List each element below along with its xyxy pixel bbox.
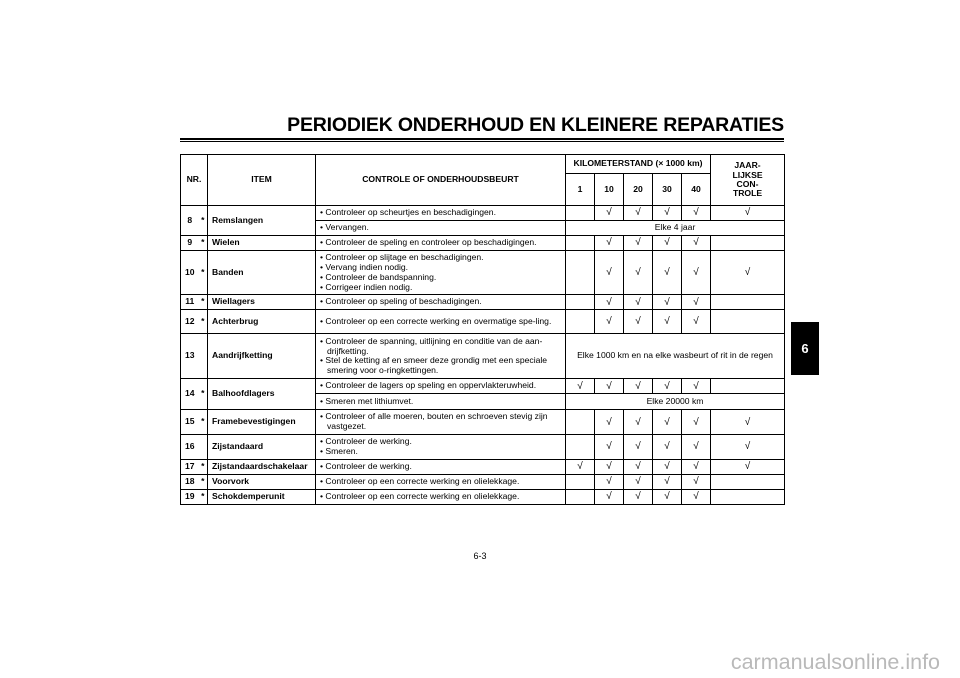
control-text: Smeren met lithiumvet. — [325, 395, 414, 406]
table-row — [181, 489, 785, 504]
row-item: Schokdemperunit — [208, 489, 316, 504]
check-mark: √ — [653, 410, 682, 435]
empty-cell — [566, 310, 595, 334]
header-km-30: 30 — [653, 174, 682, 206]
row-star: * — [199, 379, 208, 410]
bullet-icon: • — [320, 271, 326, 282]
check-mark: √ — [624, 489, 653, 504]
check-mark: √ — [595, 250, 624, 295]
row-control — [316, 489, 566, 504]
empty-cell — [711, 235, 785, 250]
check-mark: √ — [624, 250, 653, 295]
row-control — [316, 295, 566, 310]
bullet-icon: • — [320, 236, 326, 247]
page-number: 6-3 — [473, 551, 487, 561]
row-item: Zijstandaardschakelaar — [208, 459, 316, 474]
control-line — [320, 283, 561, 293]
check-mark: √ — [682, 235, 711, 250]
check-mark: √ — [624, 235, 653, 250]
check-mark: √ — [682, 459, 711, 474]
row-control — [316, 310, 566, 334]
control-text: Smeren. — [325, 446, 358, 456]
table-row — [181, 206, 785, 221]
check-mark: √ — [595, 310, 624, 334]
row-star: * — [199, 474, 208, 489]
bullet-icon: • — [320, 411, 326, 422]
check-mark: √ — [682, 379, 711, 394]
header-km-1: 1 — [566, 174, 595, 206]
table-row — [181, 379, 785, 394]
row-control — [316, 435, 566, 460]
empty-cell — [711, 310, 785, 334]
header-item: ITEM — [208, 155, 316, 206]
control-line — [320, 297, 561, 307]
check-mark: √ — [595, 295, 624, 310]
empty-cell — [711, 379, 785, 394]
interval-span: Elke 1000 km en na elke wasbeurt of rit in de regen — [566, 334, 785, 379]
control-text: Controleer of alle moeren, bouten en schroeven stevig zijn vastgezet. — [325, 411, 548, 432]
check-mark: √ — [595, 410, 624, 435]
empty-cell — [711, 489, 785, 504]
bullet-icon: • — [320, 475, 326, 486]
empty-cell — [566, 235, 595, 250]
control-text: Corrigeer indien nodig. — [325, 281, 413, 292]
check-mark: √ — [682, 474, 711, 489]
control-line — [320, 492, 561, 502]
check-mark: √ — [653, 206, 682, 221]
row-nr: 11 — [181, 295, 199, 310]
check-mark: √ — [624, 410, 653, 435]
row-item: Aandrijfketting — [208, 334, 316, 379]
check-mark: √ — [624, 206, 653, 221]
control-text: Stel de ketting af en smeer deze grondig met een speciale smering voor o-ringkettingen. — [325, 355, 548, 376]
chapter-tab: 6 — [791, 322, 819, 375]
check-mark: √ — [624, 379, 653, 394]
bullet-icon: • — [320, 395, 326, 406]
row-nr: 8 — [181, 206, 199, 236]
row-item: Banden — [208, 250, 316, 295]
empty-cell — [566, 435, 595, 460]
control-text: Controleer op speling of beschadigingen. — [325, 296, 482, 307]
header-control: CONTROLE OF ONDERHOUDSBEURT — [316, 155, 566, 206]
row-star: * — [199, 459, 208, 474]
check-mark: √ — [711, 206, 785, 221]
check-mark: √ — [653, 295, 682, 310]
row-item: Voorvork — [208, 474, 316, 489]
control-text: Controleer op een correcte werking en olielekkage. — [325, 475, 520, 486]
check-mark: √ — [682, 206, 711, 221]
check-mark: √ — [653, 459, 682, 474]
row-item: Framebevestigingen — [208, 410, 316, 435]
control-text: Controleer de lagers op speling en oppervlakteruwheid. — [325, 380, 537, 391]
check-mark: √ — [653, 379, 682, 394]
empty-cell — [711, 474, 785, 489]
bullet-icon: • — [320, 261, 326, 272]
table-row — [181, 474, 785, 489]
empty-cell — [566, 489, 595, 504]
control-line — [320, 356, 561, 376]
control-text: Controleer de speling en controleer op beschadigingen. — [325, 236, 537, 247]
control-text: Controleer op scheurtjes en beschadigingen. — [325, 207, 496, 217]
empty-cell — [711, 295, 785, 310]
check-mark: √ — [711, 410, 785, 435]
header-km-10: 10 — [595, 174, 624, 206]
table-row — [181, 334, 785, 379]
empty-cell — [566, 474, 595, 489]
watermark: carmanualsonline.info — [730, 650, 940, 674]
row-star: * — [199, 410, 208, 435]
empty-cell — [566, 410, 595, 435]
row-star: * — [199, 295, 208, 310]
control-line — [320, 412, 561, 432]
check-mark: √ — [711, 435, 785, 460]
check-mark: √ — [653, 250, 682, 295]
row-nr: 16 — [181, 435, 199, 460]
control-text: Controleer op een correcte werking en overmatige spe-ling. — [325, 315, 552, 326]
control-text: Vervang indien nodig. — [325, 261, 409, 272]
row-control — [316, 235, 566, 250]
interval-span: Elke 4 jaar — [566, 220, 785, 235]
maintenance-table — [180, 154, 785, 505]
empty-cell — [566, 206, 595, 221]
row-nr: 12 — [181, 310, 199, 334]
control-line — [320, 337, 561, 357]
control-line — [320, 462, 561, 472]
control-text: Controleer op slijtage en beschadigingen. — [325, 251, 484, 262]
title-rule-thin — [180, 141, 784, 142]
bullet-icon: • — [320, 436, 326, 447]
check-mark: √ — [653, 474, 682, 489]
row-control — [316, 410, 566, 435]
row-control — [316, 459, 566, 474]
control-text: Vervangen. — [325, 221, 369, 232]
row-nr: 9 — [181, 235, 199, 250]
control-line — [320, 477, 561, 487]
check-mark: √ — [624, 474, 653, 489]
check-mark: √ — [682, 410, 711, 435]
table-body — [181, 206, 785, 505]
control-text: Controleer de spanning, uitlijning en conditie van de aan-drijfketting. — [325, 335, 543, 356]
check-mark: √ — [653, 235, 682, 250]
control-line — [320, 208, 561, 218]
table-row — [181, 295, 785, 310]
row-star: * — [199, 235, 208, 250]
check-mark: √ — [566, 459, 595, 474]
row-control — [316, 206, 566, 221]
row-control — [316, 474, 566, 489]
row-control — [316, 334, 566, 379]
header-annual: JAAR- LIJKSE CON- TROLE — [711, 155, 785, 206]
row-item: Remslangen — [208, 206, 316, 236]
row-item: Wiellagers — [208, 295, 316, 310]
row-nr: 15 — [181, 410, 199, 435]
table-row — [181, 250, 785, 295]
check-mark: √ — [566, 379, 595, 394]
row-nr: 13 — [181, 334, 199, 379]
table-row — [181, 410, 785, 435]
row-star: * — [199, 250, 208, 295]
bullet-icon: • — [320, 296, 326, 307]
row-star — [199, 435, 208, 460]
check-mark: √ — [653, 489, 682, 504]
check-mark: √ — [711, 250, 785, 295]
check-mark: √ — [624, 310, 653, 334]
control-line — [320, 317, 561, 327]
check-mark: √ — [682, 489, 711, 504]
row-nr: 14 — [181, 379, 199, 410]
control-line — [320, 381, 561, 391]
bullet-icon: • — [320, 335, 326, 346]
check-mark: √ — [624, 435, 653, 460]
check-mark: √ — [653, 435, 682, 460]
row-star: * — [199, 206, 208, 236]
header-km-group: KILOMETERSTAND (× 1000 km) — [566, 155, 711, 174]
bullet-icon: • — [320, 221, 326, 232]
bullet-icon: • — [320, 460, 326, 471]
header-km-20: 20 — [624, 174, 653, 206]
row-item: Balhoofdlagers — [208, 379, 316, 410]
control-text: Controleer de werking. — [325, 436, 412, 447]
title-rule — [180, 138, 784, 140]
control-line — [320, 447, 561, 457]
check-mark: √ — [595, 379, 624, 394]
row-nr: 17 — [181, 459, 199, 474]
bullet-icon: • — [320, 315, 326, 326]
row-item: Achterbrug — [208, 310, 316, 334]
bullet-icon: • — [320, 380, 326, 391]
row-control — [316, 379, 566, 394]
table-row — [181, 235, 785, 250]
row-nr: 18 — [181, 474, 199, 489]
interval-span: Elke 20000 km — [566, 394, 785, 410]
check-mark: √ — [595, 474, 624, 489]
check-mark: √ — [595, 435, 624, 460]
row-star — [199, 334, 208, 379]
check-mark: √ — [595, 489, 624, 504]
table-row — [181, 459, 785, 474]
control-line — [320, 223, 561, 233]
bullet-icon: • — [320, 281, 326, 292]
control-line — [320, 397, 561, 407]
empty-cell — [566, 250, 595, 295]
check-mark: √ — [682, 435, 711, 460]
row-star: * — [199, 310, 208, 334]
bullet-icon: • — [320, 446, 326, 456]
row-item: Wielen — [208, 235, 316, 250]
control-text: Controleer op een correcte werking en olielekkage. — [325, 490, 520, 501]
bullet-icon: • — [320, 355, 326, 366]
bullet-icon: • — [320, 490, 326, 501]
row-control — [316, 394, 566, 410]
row-star: * — [199, 489, 208, 504]
check-mark: √ — [624, 459, 653, 474]
table-row — [181, 435, 785, 460]
table-row — [181, 310, 785, 334]
check-mark: √ — [682, 310, 711, 334]
bullet-icon: • — [320, 251, 326, 262]
empty-cell — [566, 295, 595, 310]
check-mark: √ — [595, 206, 624, 221]
check-mark: √ — [711, 459, 785, 474]
check-mark: √ — [653, 310, 682, 334]
check-mark: √ — [624, 295, 653, 310]
control-line — [320, 238, 561, 248]
page-title: PERIODIEK ONDERHOUD EN KLEINERE REPARATIES — [287, 114, 784, 136]
header-km-40: 40 — [682, 174, 711, 206]
row-nr: 19 — [181, 489, 199, 504]
row-control — [316, 250, 566, 295]
control-text: Controleer de werking. — [325, 460, 412, 471]
row-nr: 10 — [181, 250, 199, 295]
check-mark: √ — [682, 295, 711, 310]
control-text: Controleer de bandspanning. — [325, 271, 437, 282]
header-nr: NR. — [181, 155, 208, 206]
check-mark: √ — [595, 459, 624, 474]
row-control — [316, 220, 566, 235]
bullet-icon: • — [320, 207, 326, 217]
check-mark: √ — [595, 235, 624, 250]
check-mark: √ — [682, 250, 711, 295]
row-item: Zijstandaard — [208, 435, 316, 460]
